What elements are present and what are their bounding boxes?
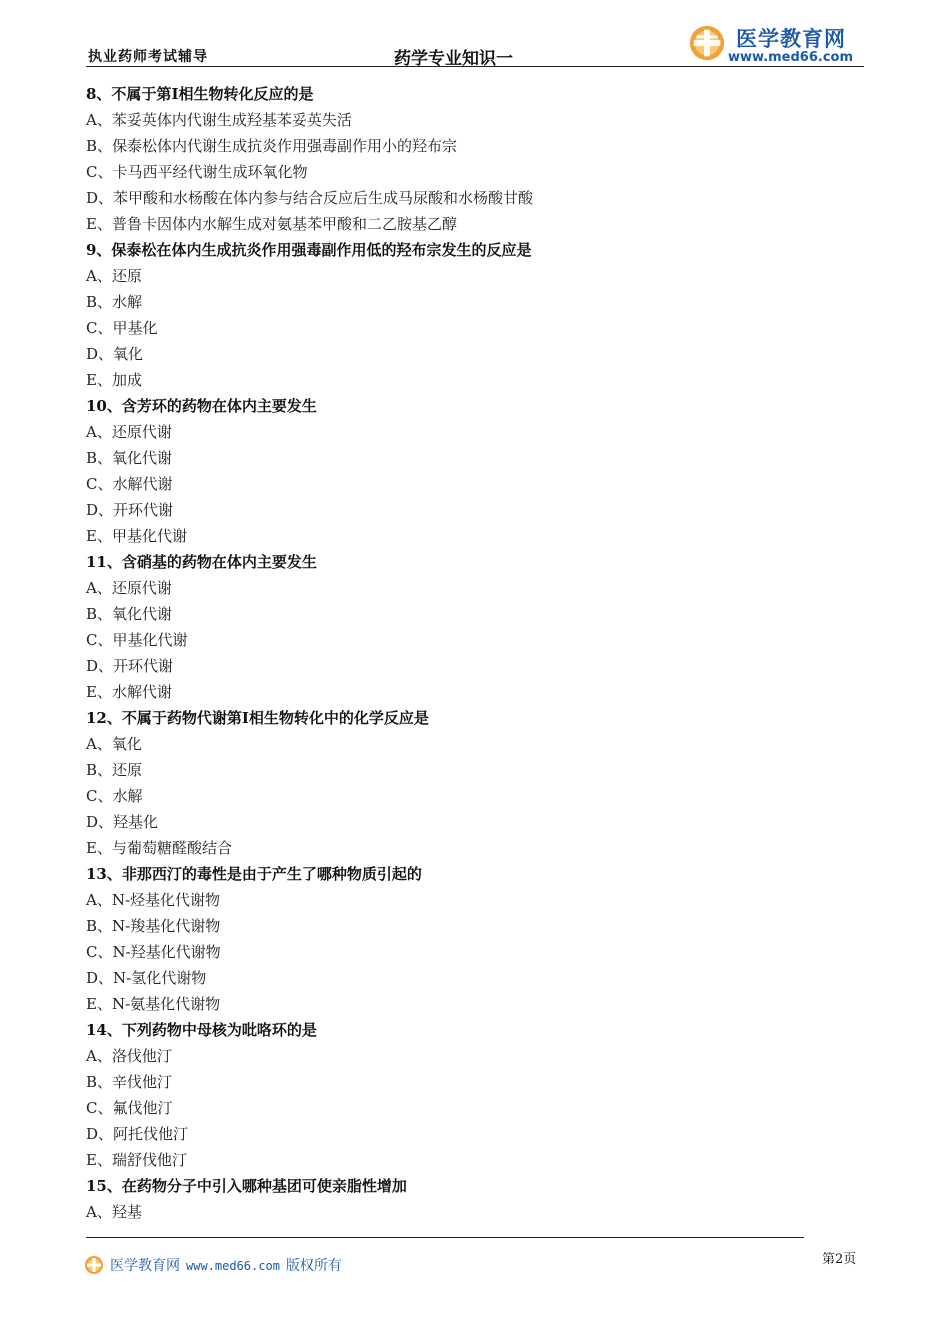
question-stem: 9、保泰松在体内生成抗炎作用强毒副作用低的羟布宗发生的反应是 [86,241,532,259]
logo-brand-text: 医学教育网 [736,27,846,51]
answer-option: C、卡马西平经代谢生成环氧化物 [86,163,308,181]
answer-option: C、氟伐他汀 [86,1099,173,1117]
answer-option: C、甲基化 [86,319,158,337]
answer-option: A、还原代谢 [86,423,172,441]
answer-option: B、氧化代谢 [86,449,173,467]
answer-option: E、N-氨基化代谢物 [86,995,221,1013]
page-number: 第2页 [822,1252,857,1267]
header-divider [86,66,864,67]
question-stem: 8、不属于第Ⅰ相生物转化反应的是 [86,85,314,103]
answer-option: E、瑞舒伐他汀 [86,1151,187,1169]
answer-option: D、N-氢化代谢物 [86,969,207,987]
answer-option: D、羟基化 [86,813,159,831]
question-list [86,81,846,1225]
answer-option: A、N-烃基化代谢物 [86,891,221,909]
question-stem: 14、下列药物中母核为吡咯环的是 [86,1021,317,1039]
answer-option: D、开环代谢 [86,657,174,675]
question-stem: 12、不属于药物代谢第Ⅰ相生物转化中的化学反应是 [86,709,429,727]
answer-option: B、辛伐他汀 [86,1073,173,1091]
answer-option: B、N-羧基化代谢物 [86,917,221,935]
answer-option: A、苯妥英体内代谢生成羟基苯妥英失活 [86,111,352,129]
footer-url[interactable]: www.med66.com [186,1259,280,1273]
answer-option: B、氧化代谢 [86,605,173,623]
answer-option: B、保泰松体内代谢生成抗炎作用强毒副作用小的羟布宗 [86,137,458,155]
answer-option: A、氧化 [86,735,142,753]
footer-copyright [110,1255,342,1275]
page-header [86,18,864,68]
question-stem: 10、含芳环的药物在体内主要发生 [86,397,317,415]
answer-option: B、还原 [86,761,143,779]
answer-option: A、还原代谢 [86,579,172,597]
answer-option: D、开环代谢 [86,501,174,519]
question-stem: 15、在药物分子中引入哪种基团可使亲脂性增加 [86,1177,407,1195]
answer-option: D、氧化 [86,345,144,363]
answer-option: E、水解代谢 [86,683,172,701]
answer-option: E、加成 [86,371,142,389]
answer-option: E、与葡萄糖醛酸结合 [86,839,232,857]
answer-option: A、洛伐他汀 [86,1047,172,1065]
header-center-title: 药学专业知识一 [394,49,513,69]
footer-divider [86,1237,804,1238]
answer-option: D、阿托伐他汀 [86,1125,189,1143]
header-left-title: 执业药师考试辅导 [88,49,208,65]
med66-logo-icon [688,24,726,62]
footer-rights: 版权所有 [285,1258,342,1274]
answer-option: A、还原 [86,267,142,285]
answer-option: C、水解代谢 [86,475,173,493]
question-stem: 13、非那西汀的毒性是由于产生了哪种物质引起的 [86,865,422,883]
answer-option: C、N-羟基化代谢物 [86,943,221,961]
answer-option: E、普鲁卡因体内水解生成对氨基苯甲酸和二乙胺基乙醇 [86,215,457,233]
answer-option: A、羟基 [86,1203,142,1221]
answer-option: C、甲基化代谢 [86,631,188,649]
footer-logo-icon [84,1255,104,1275]
answer-option: C、水解 [86,787,143,805]
site-logo [688,20,868,66]
footer-brand: 医学教育网 [110,1258,180,1274]
question-stem: 11、含硝基的药物在体内主要发生 [86,553,317,571]
answer-option: E、甲基化代谢 [86,527,187,545]
answer-option: D、苯甲酸和水杨酸在体内参与结合反应后生成马尿酸和水杨酸甘酸 [86,189,534,207]
logo-url-text: www.med66.com [728,50,854,65]
answer-option: B、水解 [86,293,143,311]
